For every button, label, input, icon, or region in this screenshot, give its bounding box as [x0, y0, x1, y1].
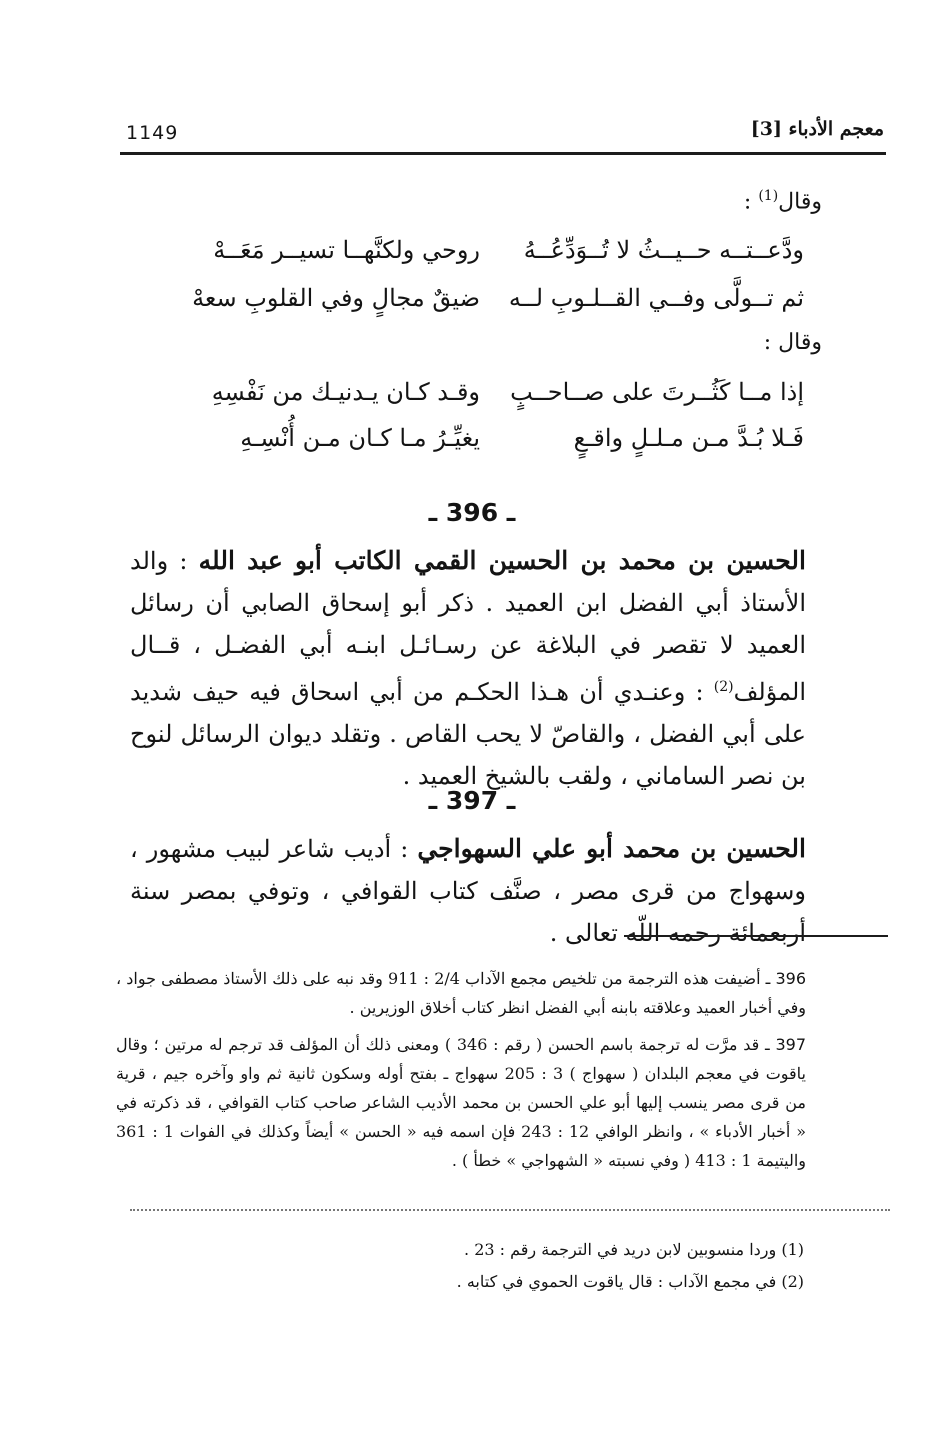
footnote-2: (2) في مجمع الآداب : قال ياقوت الحموي في كتابه .: [456, 1272, 804, 1291]
poem2-intro: وقال :: [763, 330, 822, 355]
notes-rule: [624, 935, 888, 937]
poem1-intro: [744, 188, 822, 214]
entry-396-text: [130, 540, 806, 797]
entry-396-name: الحسين بن محمد بن الحسين القمي الكاتب أبو عبد الله: [198, 546, 806, 575]
poem1-intro-ref: (1): [758, 188, 779, 204]
note-397-number: 397: [775, 1035, 807, 1054]
page-number: 1149: [126, 122, 179, 144]
poem1-line2-first-hemistich: ثم تــولَّى وفــي القــلـوبِ لــه: [508, 284, 804, 312]
entry-396-ref: (2): [713, 679, 734, 695]
entry-397-text-body: : أديب شاعر لبيب مشهور ، وسهواج من قرى مصر ، صنَّف كتاب القوافي ، وتوفي بمصر سنة أربعمائة رحمه اللّه تعالى .: [130, 835, 806, 947]
poem1-intro-word: وقال: [778, 189, 822, 215]
poem1-line1-second-hemistich: روحي ولكنَّهــا تسيــر مَعَــهْ: [213, 236, 480, 264]
note-396: [116, 964, 806, 1022]
note-397: [116, 1030, 806, 1175]
entry-396-number: ـ 396 ـ: [428, 498, 516, 527]
entry-397-name: الحسين بن محمد أبو علي السهواجي: [417, 834, 806, 863]
poem1-line2-second-hemistich: ضيقٌ مجالٍ وفي القلوبِ سعهْ: [192, 284, 480, 312]
footnote-1: (1) وردا منسوبين لابن دريد في الترجمة رقم : 23 .: [464, 1240, 804, 1259]
poem2-line2-second-hemistich: يغيِّـرُ مـا كـان مـن أُنْسِـهِ: [240, 424, 480, 452]
note-397-text: ـ قد مرَّت له ترجمة باسم الحسن ( رقم : 346 ) ومعنى ذلك أن المؤلف قد ترجم له مرتين ؛ وقال ياقوت في معجم البلدان ( سهواج ) 3 : 205 سهواج ـ بفتح أوله وسكون ثانية ثم واو وآخره جيم ، قرية من قرى مصر ينسب إليها أبو علي الحسن بن محمد الأديب الشاعر صاحب كتاب القوافي ، قد ذكرته في « أخبار الأدباء » ، وانظر الوافي 12 : 243 فإن اسمه فيه « الحسن » أيضاً وكذلك في الفوات 1 : 361 واليتيمة 1 : 413 ( وفي نسبته « الشهواجي » خطأ ) .: [116, 1035, 807, 1170]
entry-396-text-a: : والد الأستاذ أبي الفضل ابن العميد . ذكر أبو إسحاق الصابي أن رسائل العميد لا تقصر في البلاغة عن رسـائـل ابنـه أبي الفضـل ، قــال المؤلف: [130, 547, 806, 706]
poem2-line1-second-hemistich: وقـد كـان يـدنيـك من نَفْسِهِ: [211, 378, 480, 406]
poem2-line2-first-hemistich: فَـلا بُـدَّ مـن مـلـلٍ واقـعٍ: [573, 424, 804, 452]
entry-396-text-b: : وعنـدي أن هـذا الحكـم من أبي اسحاق فيه حيف شديد على أبي الفضل ، والقاصّ لا يحب القاص . وتقلد ديوان الرسائل لنوح بن نصر الساماني ، ولقب بالشيخ العميد .: [130, 678, 806, 790]
poem1-intro-colon: :: [743, 189, 759, 215]
running-title: معجم الأدباء [3]: [750, 118, 884, 140]
note-396-text: ـ أضيفت هذه الترجمة من تلخيص مجمع الآداب 2/4 : 911 وقد نبه على ذلك الأستاذ مصطفى جواد ، وفي أخبار العميد وعلاقته بابنه أبي الفضل انظر كتاب أخلاق الوزيرين .: [116, 969, 806, 1017]
poem1-line1-first-hemistich: ودَّعــتــه حــيــثُ لا تُــوَدِّعُــهُ: [523, 236, 804, 264]
poem2-line1-first-hemistich: إذا مــا كَثُــرتَ على صــاحــبٍ: [510, 378, 804, 406]
header-rule: [120, 152, 886, 155]
entry-397-number: ـ 397 ـ: [428, 786, 516, 815]
note-396-number: 396: [775, 969, 806, 988]
footnote-separator: [130, 1209, 890, 1211]
